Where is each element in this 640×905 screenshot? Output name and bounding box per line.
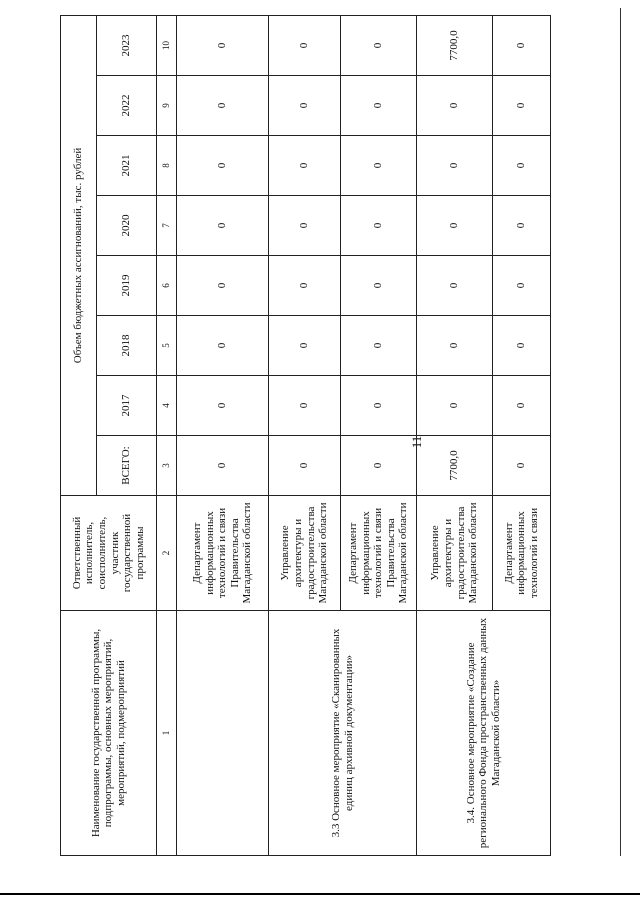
header-total: ВСЕГО: [97,436,157,496]
value-2023: 0 [493,15,551,75]
value-2019: 0 [269,256,341,316]
header-year: 2020 [97,196,157,256]
column-number: 3 [157,436,177,496]
value-2019: 0 [493,256,551,316]
value-2017: 0 [269,376,341,436]
value-2022: 0 [341,76,417,136]
value-total: 0 [269,436,341,496]
measure-name: 3.4. Основное мероприятие «Создание регионального Фонда пространственных данных Магаданской области» [417,611,551,856]
value-2022: 0 [269,76,341,136]
value-2023: 0 [341,15,417,75]
value-2019: 0 [177,256,269,316]
value-2018: 0 [269,316,341,376]
responsible-cell: Управление архитектуры и градостроительства Магаданской области [417,496,493,611]
column-number: 2 [157,496,177,611]
value-2017: 0 [417,376,493,436]
value-2018: 0 [417,316,493,376]
value-2023: 7700,0 [417,15,493,75]
value-2018: 0 [493,316,551,376]
table-row [417,15,493,855]
header-year: 2017 [97,376,157,436]
value-2020: 0 [417,196,493,256]
value-2021: 0 [177,136,269,196]
header-year: 2019 [97,256,157,316]
measure-name-empty [177,611,269,856]
column-number: 9 [157,76,177,136]
responsible-cell: Департамент информационных технологий и связи Правительства Магаданской области [177,496,269,611]
value-2022: 0 [177,76,269,136]
table-row [269,15,341,855]
responsible-cell: Департамент информационных технологий и связи [493,496,551,611]
column-number: 10 [157,15,177,75]
measure-name: 3.3 Основное мероприятие «Сканированных единиц архивной документации» [269,611,417,856]
right-border-line [620,8,621,856]
value-2018: 0 [177,316,269,376]
column-number: 5 [157,316,177,376]
column-number: 8 [157,136,177,196]
budget-table [60,15,551,856]
column-number: 7 [157,196,177,256]
value-2017: 0 [177,376,269,436]
column-number: 4 [157,376,177,436]
value-2020: 0 [177,196,269,256]
value-2020: 0 [341,196,417,256]
value-2018: 0 [341,316,417,376]
header-name: Наименование государственной программы, подпрограммы, основных мероприятий, мероприятий, подмероприятий [61,611,157,856]
value-2022: 0 [493,76,551,136]
header-responsible: Ответственный исполнитель, соисполнитель, участник государственной программы [61,496,157,611]
value-2020: 0 [493,196,551,256]
header-budget-group: Объем бюджетных ассигнований, тыс. рублей [61,15,97,495]
value-2021: 0 [341,136,417,196]
value-2022: 0 [417,76,493,136]
header-year: 2023 [97,15,157,75]
value-2017: 0 [341,376,417,436]
table-row [177,15,269,855]
column-number: 6 [157,256,177,316]
value-total: 7700,0 [417,436,493,496]
value-2023: 0 [177,15,269,75]
value-total: 0 [341,436,417,496]
value-total: 0 [493,436,551,496]
value-2020: 0 [269,196,341,256]
bottom-rule [0,893,640,895]
value-total: 0 [177,436,269,496]
value-2021: 0 [417,136,493,196]
value-2023: 0 [269,15,341,75]
value-2017: 0 [493,376,551,436]
header-year: 2022 [97,76,157,136]
value-2019: 0 [341,256,417,316]
value-2019: 0 [417,256,493,316]
budget-table-rotated [60,16,550,856]
value-2021: 0 [269,136,341,196]
page-number: 11 [409,435,424,449]
responsible-cell: Управление архитектуры и градостроительства Магаданской области [269,496,341,611]
column-number: 1 [157,611,177,856]
value-2021: 0 [493,136,551,196]
header-year: 2021 [97,136,157,196]
header-year: 2018 [97,316,157,376]
responsible-cell: Департамент информационных технологий и связи Правительства Магаданской области [341,496,417,611]
